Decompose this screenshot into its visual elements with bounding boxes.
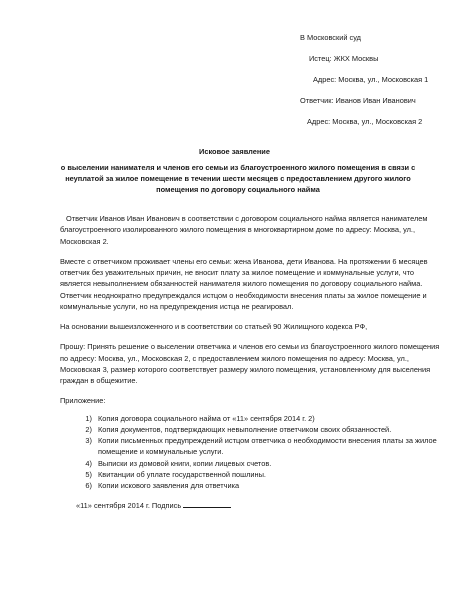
list-item — [85, 435, 440, 458]
list-item-text: Выписки из домовой книги, копии лицевых счетов. — [98, 458, 272, 468]
list-item — [85, 469, 440, 480]
list-item-text: Копия договора социального найма от «11» сентября 2014 г. 2) — [98, 413, 315, 423]
document-body — [60, 213, 440, 512]
list-item-text: Копии искового заявления для ответчика — [98, 481, 240, 490]
list-item-text: Квитанции об уплате государственной пошлины. — [98, 469, 266, 479]
list-item-number: 6) — [85, 481, 92, 490]
plaintiff-name: Истец: ЖКХ Москвы — [309, 54, 379, 63]
signature-line — [76, 499, 440, 511]
list-item-number: 1) — [85, 413, 92, 423]
list-item — [85, 424, 440, 435]
list-item-number: 4) — [85, 458, 92, 468]
list-item-number: 3) — [85, 436, 92, 445]
appendix-list — [60, 413, 440, 492]
paragraph-defendant: Ответчик Иванов Иван Иванович в соответствии с договором социального найма является нанимателем благоустроенного изолированного жилого помещения в многоквартирном доме по адресу: Москва, ул., Московская 2. — [60, 214, 428, 246]
document-subtitle: о выселении нанимателя и членов его семьи из благоустроенного жилого помещения в связи с неуплатой за жилое помещение в течении шести месяцев с предоставлением другого жилого помещения по договору социального найма — [60, 163, 416, 195]
list-item — [85, 458, 440, 469]
court-name: В Московский суд — [300, 33, 361, 42]
list-item-number: 2) — [85, 424, 92, 434]
signature-date: «11» сентября 2014 г. Подпись — [76, 501, 182, 511]
header-block — [300, 32, 465, 137]
list-item-text: Копия документов, подтверждающих невыполнение ответчиком своих обязанностей. — [98, 424, 392, 434]
defendant-address: Адрес: Москва, ул., Московская 2 — [307, 117, 423, 126]
defendant-name: Ответчик: Иванов Иван Иванович — [300, 96, 416, 105]
plaintiff-address: Адрес: Москва, ул., Московская 1 — [313, 75, 429, 84]
document-title: Исковое заявление — [199, 147, 270, 156]
paragraph-legal-basis: На основании вышеизложенного и в соответствии со статьей 90 Жилищного кодекса РФ, — [60, 322, 368, 331]
list-item — [85, 413, 440, 424]
paragraph-request: Прошу: Принять решение о выселении ответчика и членов его семьи из благоустроенного жилого помещения по адресу: Москва, ул., Московская 2, с предоставлением жилого помещения по адресу: Москва, ул., Московская 3, размер которого соответствует размеру жилого помещения, установленному для выселения граждан в общежитие. — [60, 342, 440, 385]
appendix-heading: Приложение: — [60, 396, 106, 406]
list-item-number: 5) — [85, 469, 92, 479]
list-item-text: Копии письменных предупреждений истцом ответчика о необходимости внесения платы за жилое помещение и коммунальные услуги. — [98, 436, 437, 457]
paragraph-family: Вместе с ответчиком проживает члены его семьи: жена Иванова, дети Иванова. На протяжении 6 месяцев ответчик без уважительных причин, не вносит плату за жилое помещение и коммунальные услуги, что является невыполнением обязанностей нанимателя жилого помещения по договору социального найма. Ответчик неоднократно предупреждался истцом о необходимости внесения платы за жилое помещение и коммунальные услуги, но на предупреждения истца не реагировал. — [60, 256, 428, 311]
list-item — [85, 480, 440, 491]
signature-blank — [183, 499, 231, 508]
